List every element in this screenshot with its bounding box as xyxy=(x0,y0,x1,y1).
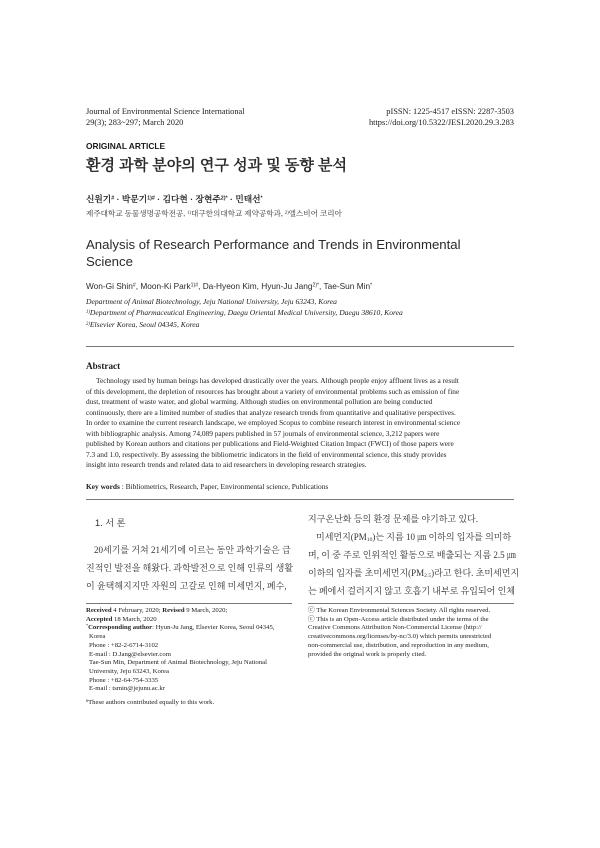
korean-affiliation-c: 엘스비어 코리아 xyxy=(288,209,342,218)
copyright-line: ⓒ The Korean Environmental Sciences Society. All rights reserved. xyxy=(308,607,491,614)
license-line[interactable]: creativecommons.org/licenses/by-nc/3.0) which permits unrestricted xyxy=(308,633,492,641)
body-line: 는 폐에서 걸러지지 않고 호흡기 내부로 유입되어 인체 xyxy=(308,586,516,596)
equal-contribution-mark: # xyxy=(86,698,89,704)
english-affiliation-b-mark: 1) xyxy=(86,310,90,316)
received-date: 4 February, 2020; xyxy=(111,607,163,614)
keywords-label: Key words xyxy=(86,482,120,491)
abstract-line: published by Korean authors and citations per publications and Field-Weighted Citation Impact (FWCI) of those papers were xyxy=(86,439,454,449)
english-author-5-mark: * xyxy=(370,282,373,289)
author-separator: , xyxy=(198,281,203,291)
body-line: 진적인 발전을 해왔다. 과학발전으로 인해 인류의 생활 xyxy=(86,563,294,573)
korean-affiliation-b: 대구한의대학교 제약공학과, xyxy=(190,209,285,218)
korean-author-2: 박문기 xyxy=(121,194,148,204)
english-affiliation-c-line xyxy=(86,319,403,330)
english-author-5: Tae-Sun Min xyxy=(323,281,371,291)
journal-doi[interactable]: https://doi.org/10.5322/JESI.2020.29.3.283 xyxy=(368,118,514,127)
revised-label: Revised xyxy=(162,607,185,614)
footnote-left xyxy=(86,607,300,708)
abstract-line: In order to examine the current research landscape, we employed Scopus to combine research interest in environmental science xyxy=(86,418,460,428)
accepted-date: 18 March, 2020 xyxy=(112,615,157,623)
corresponding-line xyxy=(86,624,300,633)
author-separator: · xyxy=(114,194,122,204)
footnote-line: Phone : +82-64-754-3335 xyxy=(89,676,159,684)
abstract-line: continuously, there are a limited number of studies that analyze research trends from quantitative and qualitative perspectives. xyxy=(86,407,456,417)
korean-authors xyxy=(86,193,263,205)
body-text: )는 지름 10 ㎛ 이하의 입자를 의미하 xyxy=(372,532,512,542)
license-line: non-commercial use, distribution, and reproduction in any medium, xyxy=(308,641,489,649)
received-line xyxy=(86,607,300,616)
korean-author-4-mark: 2)* xyxy=(220,195,228,202)
english-author-2-mark: 1)# xyxy=(190,282,199,289)
subscript: 10 xyxy=(366,537,373,544)
korean-author-4: 장현주 xyxy=(195,194,221,204)
korean-affiliation-c-mark: 2) xyxy=(284,210,289,216)
english-affiliations xyxy=(86,296,403,330)
korean-author-5-mark: * xyxy=(260,195,263,202)
english-affiliation-c: Elsevier Korea, Seoul 04345, Korea xyxy=(89,319,200,329)
abstract-body xyxy=(86,376,514,471)
body-line xyxy=(308,528,516,546)
body-text: )라고 한다. 초미세먼지 xyxy=(431,568,520,578)
english-affiliation-c-mark: 2) xyxy=(86,321,90,327)
keywords xyxy=(86,482,328,491)
footnote-line: University, Jeju 63243, Korea xyxy=(89,667,169,675)
license-line[interactable]: Creative Commons Attribution Non-Commercial License (http:// xyxy=(308,624,482,632)
korean-author-5: 민태선 xyxy=(235,194,261,204)
body-line: 며, 이 중 주로 인위적인 활동으로 배출되는 지름 2.5 ㎛ xyxy=(308,550,516,560)
license-line: ⓒ This is an Open-Access article distributed under the terms of the xyxy=(308,615,489,623)
english-author-4: Hyun-Ju Jang xyxy=(261,281,313,291)
equal-contribution-text: These authors contributed equally to this work. xyxy=(88,699,215,707)
article-type: ORIGINAL ARTICLE xyxy=(86,141,166,151)
license-line: provided the original work is properly cited. xyxy=(308,650,427,658)
body-line: 이 윤택해지지만 자원의 고갈로 인해 미세먼지, 폐수, xyxy=(86,581,287,591)
divider xyxy=(86,346,514,347)
footnote-line: Tae-Sun Min, Department of Animal Biotechnology, Jeju National xyxy=(89,659,267,667)
korean-affiliation-a: 제주대학교 동물생명공학전공, xyxy=(86,209,188,218)
english-author-4-mark: 2)* xyxy=(312,282,320,289)
abstract-line: insight into research trends and related data to aid researchers in developing research strategies. xyxy=(86,460,367,470)
english-author-3: Da-Hyeon Kim xyxy=(202,281,257,291)
footnote-divider xyxy=(86,603,292,604)
author-separator: · xyxy=(227,194,236,204)
korean-author-2-mark: 1)# xyxy=(147,195,155,202)
english-author-2: Moon-Ki Park xyxy=(140,281,191,291)
author-separator: · xyxy=(154,194,163,204)
author-separator: , xyxy=(135,281,141,291)
footnote-right xyxy=(308,607,518,659)
journal-issn: pISSN: 1225-4517 eISSN: 2287-3503 xyxy=(386,107,514,116)
korean-author-1-mark: # xyxy=(111,195,115,202)
corresponding-text: : Hyun-Ju Jang, Elsevier Korea, Seoul 04345, xyxy=(152,624,275,632)
english-affiliation-a: Department of Animal Biotechnology, Jeju National University, Jeju 63243, Korea xyxy=(86,297,337,306)
body-line: 지구온난화 등의 환경 문제를 야기하고 있다. xyxy=(308,514,478,524)
korean-affiliation xyxy=(86,209,342,219)
received-label: Received xyxy=(86,607,112,614)
body-line: 20세기를 거쳐 21세기에 이르는 동안 과학기술은 급 xyxy=(94,545,291,555)
keywords-list: : Bibliometrics, Research, Paper, Environmental science, Publications xyxy=(119,482,329,491)
abstract-line: Technology used by human beings has developed drastically over the years. Although people enjoy affluent lives as a result xyxy=(96,376,459,385)
abstract-line: dust, treatment of waste water, and global warming. Although studies on environmental pollution are being conducted xyxy=(86,397,433,407)
author-separator: , xyxy=(319,281,324,291)
email-link[interactable]: E-mail : tsmin@jejunu.ac.kr xyxy=(89,685,165,693)
english-title-line-2: Science xyxy=(86,254,133,269)
accepted-label: Accepted xyxy=(86,615,113,623)
korean-author-1: 신원기 xyxy=(86,194,112,204)
journal-name: Journal of Environmental Science International xyxy=(86,107,245,116)
english-affiliation-b: Department of Pharmaceutical Engineering, Daegu Oriental Medical University, Daegu 38610, Korea xyxy=(89,308,403,318)
corresponding-mark: * xyxy=(86,623,89,629)
body-left-column xyxy=(86,541,294,595)
korean-author-3: 김다현 xyxy=(162,194,188,204)
korean-title: 환경 과학 분야의 연구 성과 및 동향 분석 xyxy=(86,157,348,174)
body-text: 이하의 입자를 초미세먼지(PM xyxy=(308,568,425,578)
korean-affiliation-b-mark: 1) xyxy=(187,210,191,216)
english-authors xyxy=(86,281,372,292)
author-separator: , xyxy=(256,281,262,291)
section-heading: 1. 서 론 xyxy=(95,518,126,528)
footnote-line: Phone : +82-2-6714-3102 xyxy=(89,641,159,649)
body-line xyxy=(308,564,520,582)
footnote-divider xyxy=(308,603,514,604)
journal-volume: 29(3); 283~297; March 2020 xyxy=(86,118,184,127)
body-right-column xyxy=(308,510,520,600)
revised-date: 9 March, 2020; xyxy=(184,607,228,614)
english-title-line-1: Analysis of Research Performance and Trends in Environmental xyxy=(86,237,461,252)
english-affiliation-b-line xyxy=(86,307,403,318)
subscript: 2.5 xyxy=(424,573,432,580)
english-author-1: Won-Gi Shin xyxy=(86,281,133,291)
english-title xyxy=(86,236,526,270)
body-text: 미세먼지(PM xyxy=(316,532,367,542)
author-separator: · xyxy=(187,194,196,204)
divider xyxy=(86,499,514,500)
abstract-line: 7.3 and 1.0, respectively. By assessing the bibliometric indicators in the field of environmental science, this study provides xyxy=(86,449,447,459)
abstract-line: of this development, the depletion of resources has brought about a variety of environmental problems such as emission of fine xyxy=(86,386,460,396)
abstract-heading: Abstract xyxy=(86,361,121,371)
abstract-line: with bibliographic analysis. Among 74,089 papers published in 57 journals of environmental science, 3,212 papers were xyxy=(86,428,440,438)
corresponding-label: Corresponding author xyxy=(88,624,153,632)
english-author-1-mark: # xyxy=(132,282,136,289)
email-link[interactable]: E-mail : D.Jang@elsevier.com xyxy=(89,650,171,658)
footnote-line: Korea xyxy=(89,633,106,641)
equal-contribution-line xyxy=(86,699,300,708)
